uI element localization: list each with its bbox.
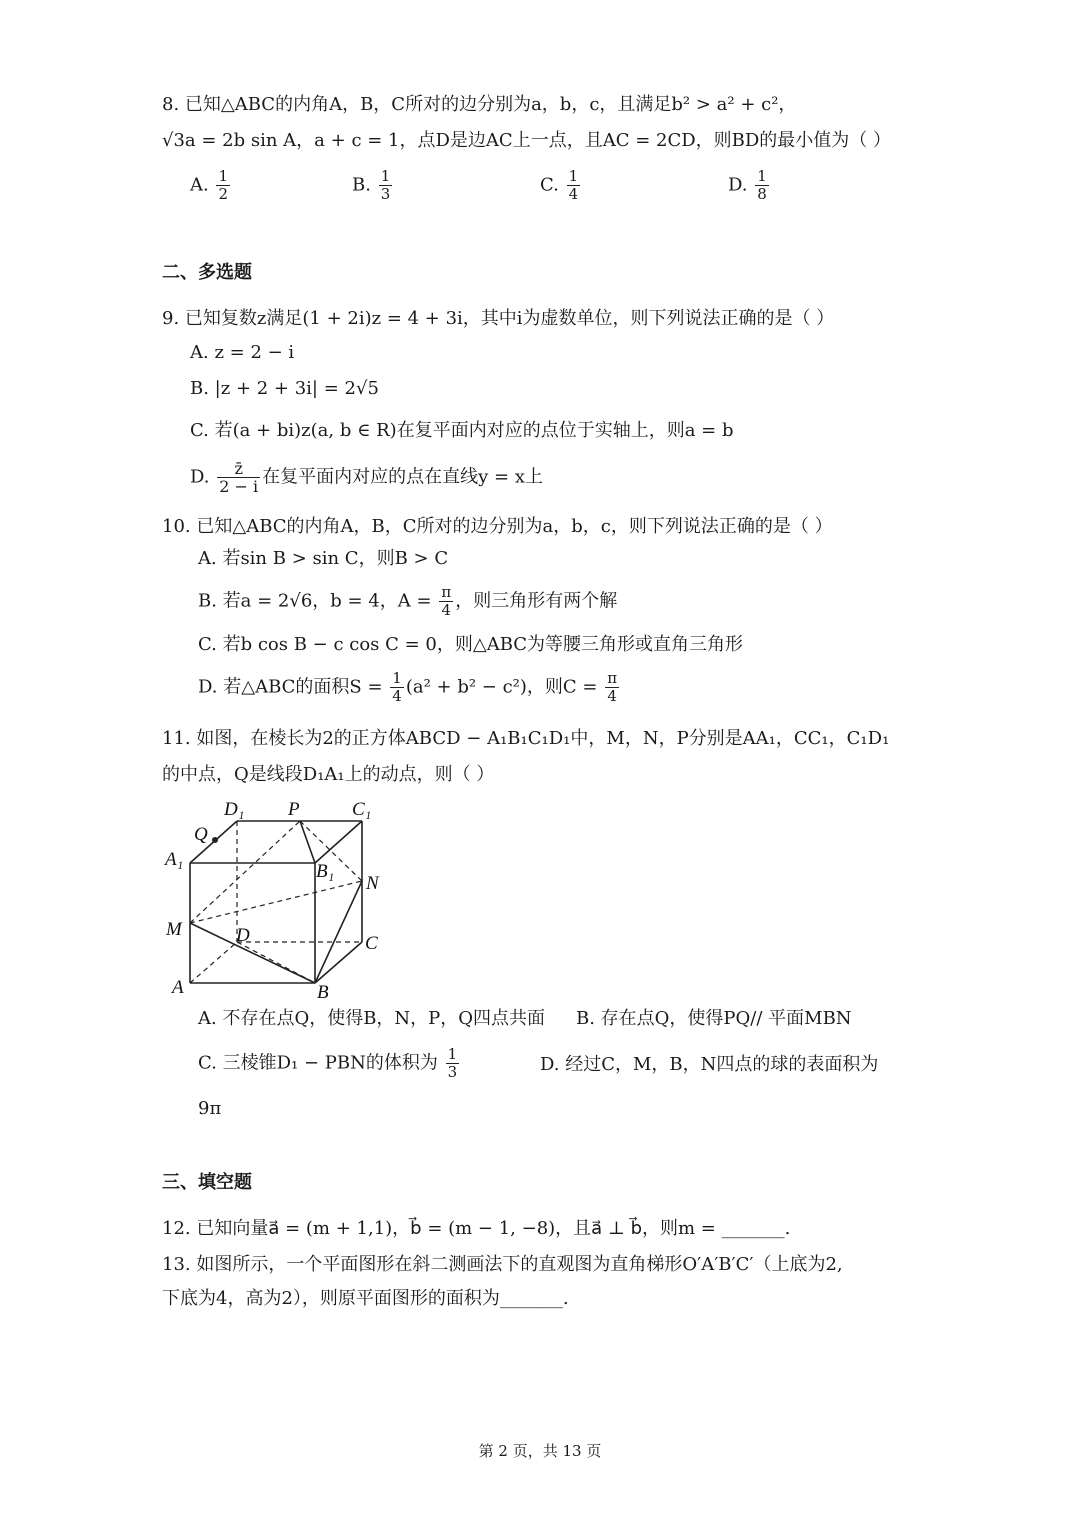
q11-line2: 的中点，Q是线段D₁A₁上的动点，则（ ）	[162, 764, 495, 785]
q8-line1: 8. 已知△ABC的内角A，B，C所对的边分别为a，b，c，且满足b² > a² + c²，	[162, 94, 797, 115]
q13-line2: 下底为4，高为2），则原平面图形的面积为_______.	[162, 1288, 569, 1309]
q10-option-c: C. 若b cos B − c cos C = 0，则△ABC为等腰三角形或直角三角形	[198, 634, 744, 655]
label-D: D	[236, 925, 250, 946]
q10-option-b: B. 若a = 2√6，b = 4，A = $\frac{\pi}{4}$ ，则三角形有两个解	[198, 583, 618, 619]
edge-A-D	[190, 942, 237, 983]
q10-option-a: A. 若sin B > sin C，则B > C	[198, 548, 449, 569]
label-B: B	[317, 982, 329, 1000]
q9-stem: 9. 已知复数z满足(1 + 2i)z = 4 + 3i，其中i为虚数单位，则下列说法正确的是（ ）	[162, 308, 835, 329]
q11-option-c: C. 三棱锥D₁ − PBN的体积为 $\frac{1}{3}$	[198, 1045, 458, 1081]
label-N: N	[366, 873, 379, 894]
label-A: A	[172, 977, 184, 998]
q10-stem: 10. 已知△ABC的内角A，B，C所对的边分别为a，b，c，则下列说法正确的是（ ）	[162, 516, 833, 537]
q11-option-b: B. 存在点Q，使得PQ// 平面MBN	[576, 1008, 852, 1029]
segment-M-N	[190, 881, 362, 923]
q9-option-d: D. $\frac{z̄}{2 - i}$ 在复平面内对应的点在直线y = x上	[190, 459, 543, 496]
q9-option-b: B. |z + 2 + 3i| = 2√5	[190, 378, 379, 399]
q8-line2: √3a = 2b sin A，a + c = 1，点D是边AC上一点，且AC = 2CD，则BD的最小值为（ ）	[162, 130, 892, 151]
q12: 12. 已知向量a⃗ = (m + 1,1)，b⃗ = (m − 1, −8)，且a⃗ ⊥ b⃗，则m = _______.	[162, 1218, 791, 1239]
q11-line1: 11. 如图，在棱长为2的正方体ABCD − A₁B₁C₁D₁中，M，N，P分别是AA₁，CC₁，C₁D₁	[162, 728, 890, 749]
segment-M-B	[190, 923, 315, 983]
q11-option-d-continued: 9π	[198, 1098, 222, 1119]
q11-option-d: D. 经过C，M，B，N四点的球的表面积为	[540, 1054, 879, 1075]
segment-D-B	[237, 942, 315, 983]
label-D1: D₁	[224, 799, 245, 820]
point-Q	[212, 837, 218, 843]
q9-option-a: A. z = 2 − i	[190, 342, 295, 363]
label-C: C	[365, 933, 378, 954]
segment-N-B	[315, 881, 362, 983]
q11-option-a: A. 不存在点Q，使得B，N，P，Q四点共面	[198, 1008, 546, 1029]
label-Q: Q	[194, 824, 208, 845]
q9-option-c: C. 若(a + bi)z(a, b ∈ R)在复平面内对应的点位于实轴上，则a = b	[190, 420, 734, 441]
q10-option-d: D. 若△ABC的面积S = $\frac{1}{4}$ (a² + b² − c²)，则C = $\frac{\pi}{4}$	[198, 669, 618, 705]
section-title-multiple-choice: 二、多选题	[162, 262, 252, 283]
cube-figure	[160, 795, 400, 1000]
edge-C-B	[315, 942, 362, 983]
q8-option-d: D. $\frac{1}{8}$	[728, 167, 767, 203]
label-B1: B₁	[316, 861, 335, 882]
label-P: P	[288, 799, 300, 820]
q8-option-b: B. $\frac{1}{3}$	[352, 167, 391, 203]
section-title-fill-in: 三、填空题	[162, 1172, 252, 1193]
q8-option-c: C. $\frac{1}{4}$	[540, 167, 579, 203]
q13-line1: 13. 如图所示，一个平面图形在斜二测画法下的直观图为直角梯形O′A′B′C′（上底为2,	[162, 1254, 843, 1275]
label-M: M	[166, 919, 182, 940]
segment-P-B1	[300, 821, 315, 863]
page-footer: 第 2 页，共 13 页	[478, 1442, 602, 1460]
label-C1: C₁	[352, 799, 372, 820]
q8-option-a: A. $\frac{1}{2}$	[190, 167, 229, 203]
label-A1: A₁	[165, 849, 184, 870]
